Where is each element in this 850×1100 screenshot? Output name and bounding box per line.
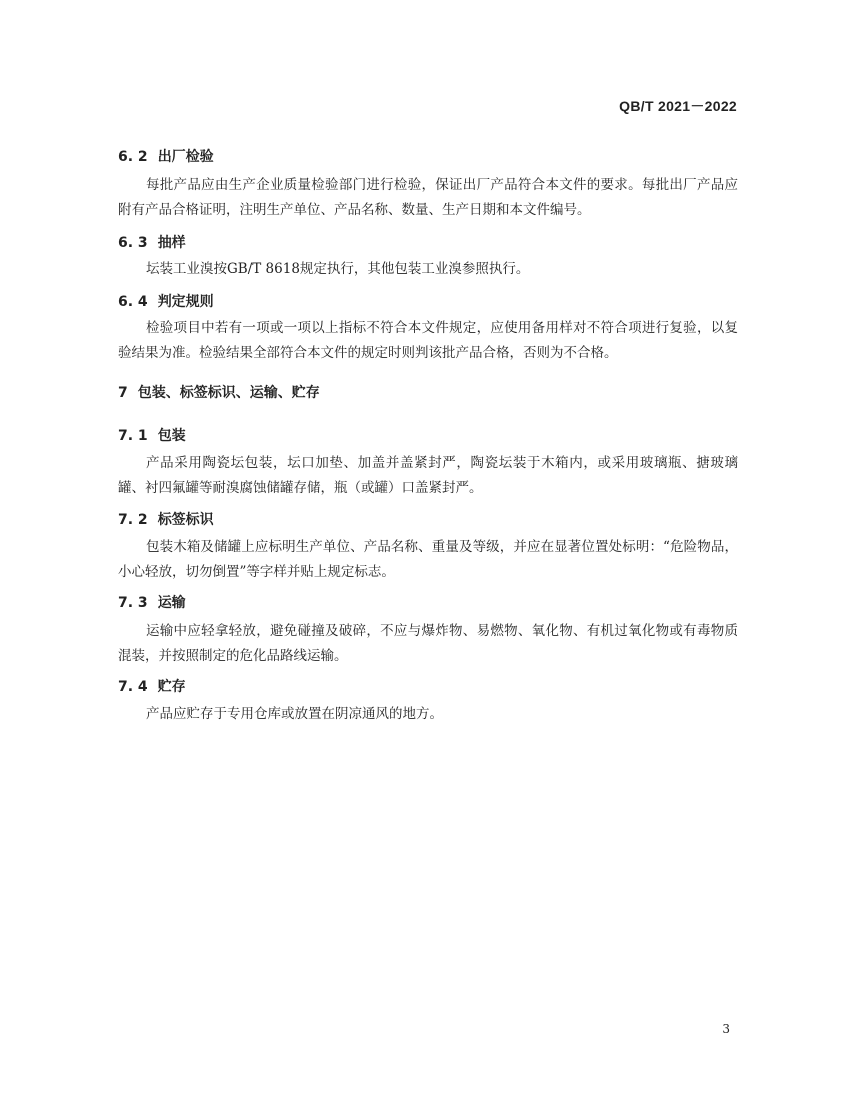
- paragraph-7-3: 运输中应轻拿轻放，避免碰撞及破碎，不应与爆炸物、易燃物、氧化物、有机过氧化物或有毒物质混装，并按照制定的危化品路线运输。: [118, 623, 738, 664]
- section-number: 7. 3: [118, 595, 148, 611]
- section-title: 判定规则: [157, 294, 214, 310]
- section-number: 6. 3: [118, 235, 148, 251]
- paragraph-7-1: 产品采用陶瓷坛包装，坛口加垫、加盖并盖紧封严，陶瓷坛装于木箱内，或采用玻璃瓶、搪玻璃罐、衬四氟罐等耐溴腐蚀储罐存储，瓶（或罐）口盖紧封严。: [118, 455, 738, 496]
- section-heading-6-2: [118, 146, 214, 166]
- section-heading-7-3: [118, 592, 186, 612]
- section-heading-7-4: [118, 676, 186, 696]
- section-number: 6. 2: [118, 149, 148, 165]
- section-title: 贮存: [157, 679, 186, 695]
- section-title: 运输: [157, 595, 186, 611]
- section-title: 包装、标签标识、运输、贮存: [137, 385, 320, 401]
- document-code: QB/T 2021－2022: [619, 98, 737, 114]
- paragraph-6-4: 检验项目中若有一项或一项以上指标不符合本文件规定，应使用备用样对不符合项进行复验，以复验结果为准。检验结果全部符合本文件的规定时则判该批产品合格，否则为不合格。: [118, 320, 738, 361]
- section-heading-6-4: [118, 291, 214, 311]
- section-number: 6. 4: [118, 294, 148, 310]
- section-title: 出厂检验: [157, 149, 214, 165]
- section-title: 标签标识: [157, 512, 214, 528]
- paragraph-6-2: 每批产品应由生产企业质量检验部门进行检验，保证出厂产品符合本文件的要求。每批出厂产品应附有产品合格证明，注明生产单位、产品名称、数量、生产日期和本文件编号。: [118, 177, 738, 218]
- section-heading-7-2: [118, 509, 214, 529]
- section-number: 7: [118, 385, 128, 401]
- section-number: 7. 1: [118, 428, 148, 444]
- page-number: 3: [722, 1022, 730, 1036]
- section-heading-7: [118, 382, 320, 402]
- section-number: 7. 4: [118, 679, 148, 695]
- paragraph-6-3: 坛装工业溴按GB/T 8618规定执行，其他包装工业溴参照执行。: [146, 261, 530, 277]
- section-title: 抽样: [157, 235, 186, 251]
- paragraph-7-2: 包装木箱及储罐上应标明生产单位、产品名称、重量及等级，并应在显著位置处标明：“危险物品，小心轻放，切勿倒置”等字样并贴上规定标志。: [118, 539, 738, 580]
- paragraph-7-4: 产品应贮存于专用仓库或放置在阴凉通风的地方。: [146, 706, 443, 722]
- section-heading-7-1: [118, 425, 186, 445]
- section-title: 包装: [157, 428, 186, 444]
- section-heading-6-3: [118, 232, 186, 252]
- section-number: 7. 2: [118, 512, 148, 528]
